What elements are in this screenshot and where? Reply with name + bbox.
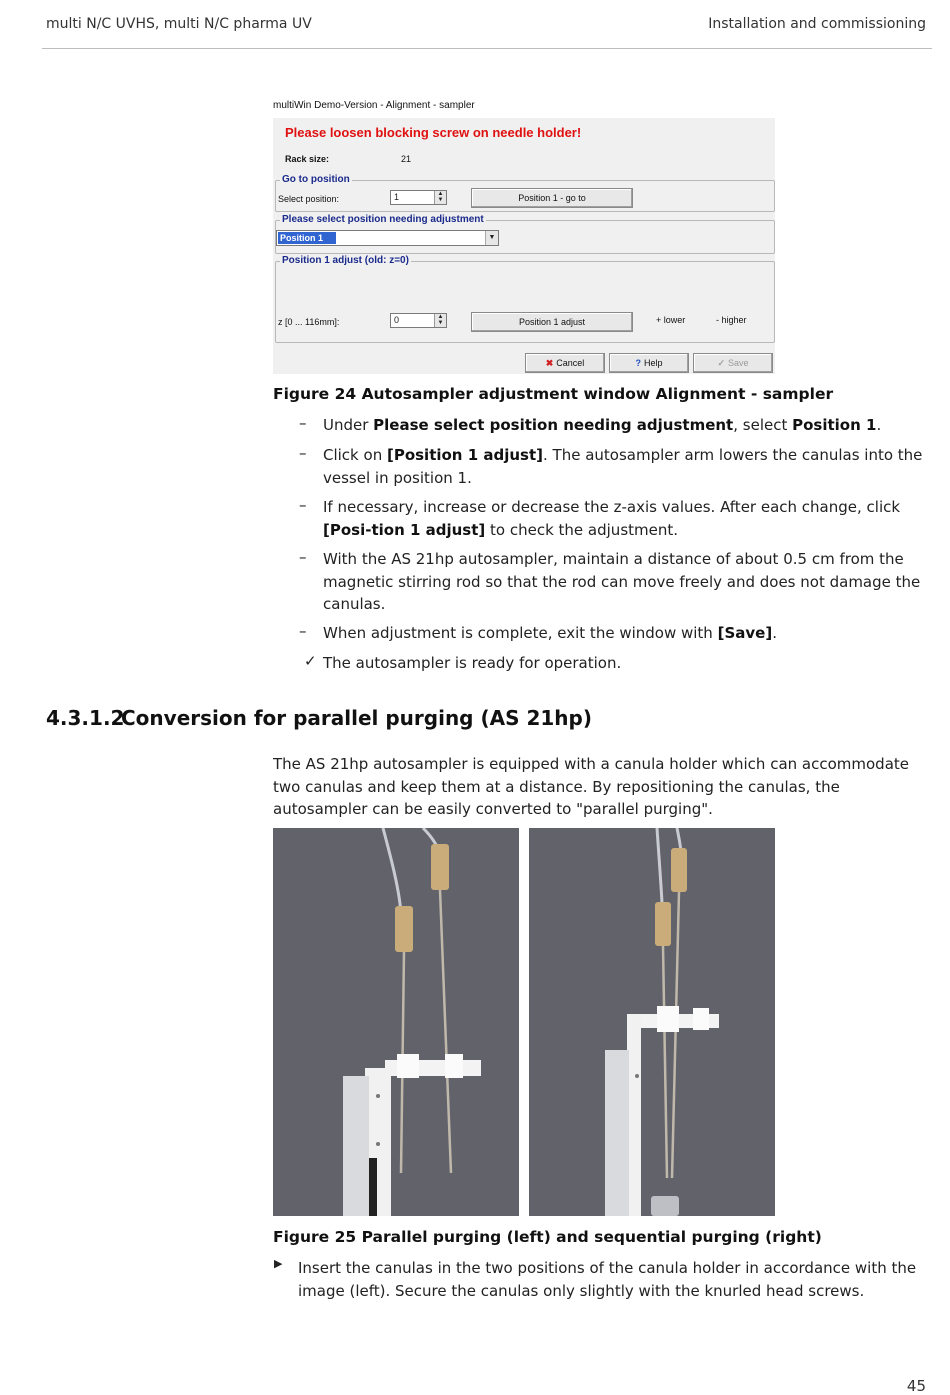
rack-size-value: 21 (401, 154, 412, 164)
select-position-value: 1 (394, 192, 400, 202)
figure-25-text: Parallel purging (left) and sequential purging (right) (361, 1228, 822, 1246)
step-dash: – (299, 496, 307, 514)
sequential-purging-photo (529, 828, 775, 1216)
save-button-label: Save (728, 358, 749, 368)
step-1: Under Please select position needing adjustment, select Position 1. (323, 416, 882, 434)
step-3: If necessary, increase or decrease the z-axis values. After each change, click [Posi-tion 1 adjust] to check the adjustment. (323, 498, 901, 539)
step-4: With the AS 21hp autosampler, maintain a distance of about 0.5 cm from the magnetic stirring rod so that the rod can move freely and does not damage the canulas. (323, 550, 921, 613)
z-value: 0 (394, 315, 400, 325)
z-value-spinner[interactable] (390, 313, 447, 328)
close-icon: ✖ (545, 358, 554, 368)
position-combobox[interactable] (276, 230, 499, 246)
select-position-spinner[interactable] (390, 190, 447, 205)
select-position-label: Select position: (278, 194, 340, 204)
instruction-arrow-icon: ▶ (274, 1257, 283, 1270)
step-2: Click on [Position 1 adjust]. The autosampler arm lowers the canulas into the vessel in position 1. (323, 446, 923, 487)
result-text: The autosampler is ready for operation. (323, 654, 622, 672)
position-adjust-button[interactable]: Position 1 adjust (471, 312, 633, 332)
help-button[interactable] (609, 353, 689, 373)
lower-hint: + lower (656, 315, 686, 325)
chevron-down-icon[interactable]: ▼ (485, 231, 498, 245)
figure-24-bold: Alignment - sampler (655, 385, 834, 403)
section-number: 4.3.1.2 (46, 706, 125, 730)
position-combobox-value: Position 1 (278, 232, 336, 244)
step-5: When adjustment is complete, exit the window with [Save]. (323, 624, 777, 642)
help-icon: ? (635, 358, 641, 368)
header-left-title: multi N/C UVHS, multi N/C pharma UV (46, 16, 312, 32)
figure-25-number: Figure 25 (273, 1228, 357, 1246)
section-title: Conversion for parallel purging (AS 21hp) (121, 706, 592, 730)
rack-size-label: Rack size: (285, 154, 330, 164)
step-dash: – (299, 444, 307, 462)
cancel-button[interactable] (525, 353, 605, 373)
section-paragraph: The AS 21hp autosampler is equipped with a canula holder which can accommodate two canulas and keep them at a distance. By repositioning the canulas, the autosampler can be easily converted to "parallel purging". (273, 755, 909, 818)
spinner-arrows-icon[interactable]: ▲ ▼ (434, 314, 446, 327)
figure-24-caption (273, 385, 833, 403)
adjust-select-group-title: Please select position needing adjustment (282, 214, 484, 225)
position-adjust-group (275, 255, 775, 343)
header-divider (42, 48, 932, 49)
alignment-sampler-dialog (273, 118, 775, 374)
position-adjust-group-title: Position 1 adjust (old: z=0) (282, 255, 409, 266)
z-range-label: z [0 ... 116mm]: (278, 317, 340, 327)
dialog-window-title: multiWin Demo-Version - Alignment - sampler (273, 100, 475, 111)
checkmark-icon: ✓ (717, 358, 726, 368)
parallel-purging-photo (273, 828, 519, 1216)
help-button-label: Help (643, 358, 663, 368)
higher-hint: - higher (716, 315, 747, 325)
instruction-text: Insert the canulas in the two positions of the canula holder in accordance with the image (left). Secure the canulas only slightly with the knurled head screws. (298, 1259, 917, 1300)
save-button[interactable] (693, 353, 773, 373)
goto-position-group (275, 174, 775, 212)
step-dash: – (299, 414, 307, 432)
step-dash: – (299, 622, 307, 640)
warning-message: Please loosen blocking screw on needle holder! (285, 125, 582, 140)
goto-position-button[interactable]: Position 1 - go to (471, 188, 633, 208)
cancel-button-label: Cancel (556, 358, 585, 368)
figure-25-caption (273, 1228, 822, 1246)
header-right-title: Installation and commissioning (708, 16, 926, 32)
step-dash: – (299, 548, 307, 566)
figure-24-text: Autosampler adjustment window (361, 385, 656, 403)
spinner-arrows-icon[interactable]: ▲ ▼ (434, 191, 446, 204)
figure-24-number: Figure 24 (273, 385, 357, 403)
goto-position-group-title: Go to position (282, 174, 350, 185)
result-checkmark-icon: ✓ (304, 652, 317, 670)
page-number: 45 (906, 1377, 926, 1395)
